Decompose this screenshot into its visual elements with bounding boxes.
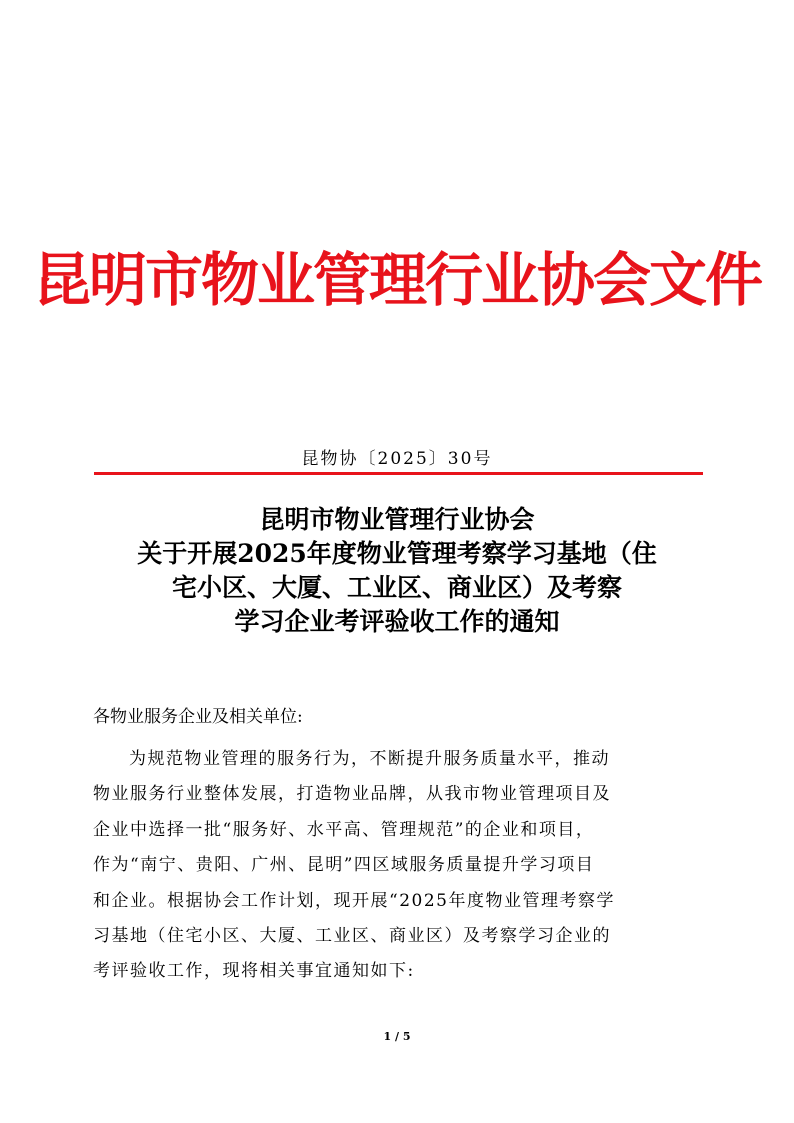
paragraph-line: 物业服务行业整体发展，打造物业品牌，从我市物业管理项目及 — [93, 784, 611, 805]
notice-title — [90, 503, 704, 639]
page-indicator: 1 / 5 — [383, 1030, 411, 1043]
paragraph-line: 习基地（住宅小区、大厦、工业区、商业区）及考察学习企业的 — [93, 926, 611, 947]
body-paragraph — [93, 742, 703, 990]
paragraph-line: 为规范物业管理的服务行为，不断提升服务质量水平，推动 — [129, 749, 610, 769]
document-number: 昆物协〔2025〕30号 — [301, 449, 493, 469]
paragraph-line: 企业中选择一批“服务好、水平高、管理规范”的企业和项目， — [93, 819, 595, 840]
salutation: 各物业服务企业及相关单位: — [93, 707, 303, 727]
red-divider-rule — [94, 472, 703, 475]
paragraph-line: 和企业。根据协会工作计划，现开展“2025年度物业管理考察学 — [93, 890, 615, 911]
masthead-title: 昆明市物业管理行业协会文件 — [32, 246, 761, 314]
title-line: 昆明市物业管理行业协会 — [259, 505, 535, 534]
title-line: 学习企业考评验收工作的通知 — [234, 607, 560, 636]
title-line: 宅小区、大厦、工业区、商业区）及考察 — [171, 573, 622, 602]
paragraph-line: 考评验收工作，现将相关事宜通知如下: — [93, 961, 415, 982]
paragraph-line: 作为“南宁、贵阳、广州、昆明”四区域服务质量提升学习项目 — [93, 855, 595, 876]
title-line: 关于开展2025年度物业管理考察学习基地（住 — [137, 539, 657, 568]
